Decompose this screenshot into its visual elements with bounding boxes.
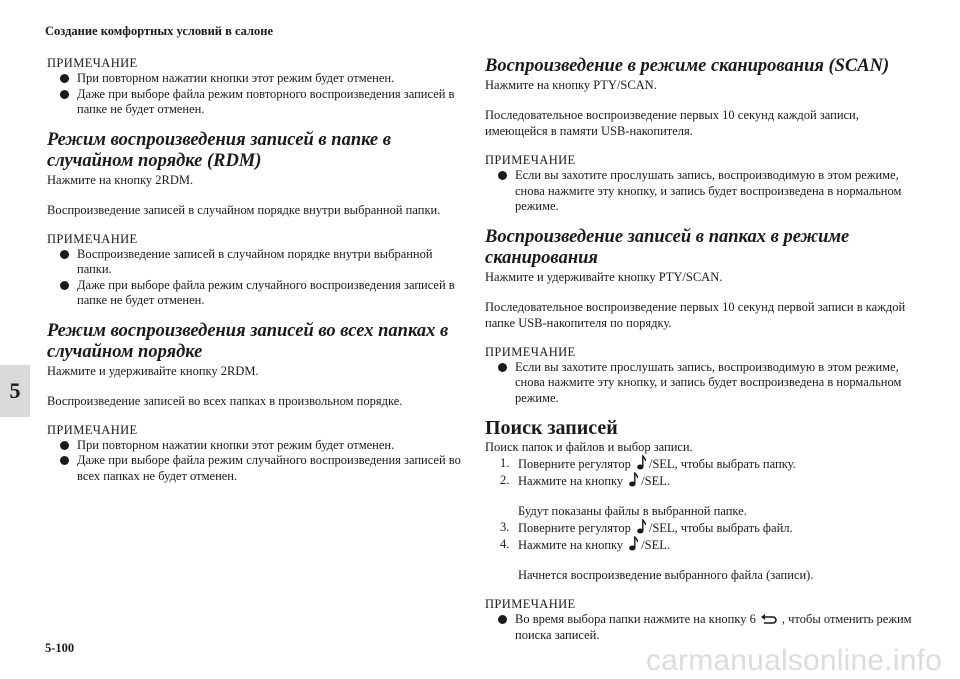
paragraph: Поиск папок и файлов и выбор записи. <box>485 440 693 454</box>
note-item: Во время выбора папки нажмите на кнопку 6 , чтобы отменить режим поиска записей. <box>497 612 915 643</box>
note-item: Если вы захотите прослушать запись, воспроизводимую в этом режиме, снова нажмите эту кнопку, и запись будет воспроизведена в нормальном режиме. <box>497 360 915 407</box>
music-note-icon <box>637 519 646 534</box>
note-list <box>47 71 462 118</box>
section-title-rdm: Режим воспроизведения записей в папке в случайном порядке (RDM) <box>47 129 392 171</box>
note-item: При повторном нажатии кнопки этот режим будет отменен. <box>59 438 462 454</box>
note-label: ПРИМЕЧАНИЕ <box>47 56 138 70</box>
note-label: ПРИМЕЧАНИЕ <box>485 153 576 167</box>
paragraph: Воспроизведение записей во всех папках в произвольном порядке. <box>47 393 403 408</box>
paragraph: Нажмите и удерживайте кнопку PTY/SCAN. <box>485 269 723 284</box>
note-list <box>485 360 915 407</box>
music-note-icon <box>629 536 638 551</box>
music-note-icon <box>637 455 646 470</box>
paragraph: Последовательное воспроизведение первых 10 секунд первой записи в каждой папке USB-накопителя по порядку. <box>485 299 906 330</box>
note-list <box>485 168 915 215</box>
note-label: ПРИМЕЧАНИЕ <box>47 422 138 437</box>
music-note-icon <box>629 472 638 487</box>
step-result: Будут показаны файлы в выбранной папке. <box>518 504 747 518</box>
step-result: Начнется воспроизведение выбранного файла (записи). <box>518 568 814 582</box>
page-number: 5-100 <box>45 641 75 655</box>
watermark: carmanualsonline.info <box>645 644 942 677</box>
paragraph: Нажмите на кнопку 2RDM. <box>47 172 194 187</box>
chapter-tab: 5 <box>0 365 30 417</box>
note-label: ПРИМЕЧАНИЕ <box>485 344 576 359</box>
section-title-all-rdm: Режим воспроизведения записей во всех папках в случайном порядке <box>47 320 449 362</box>
steps-list <box>485 455 915 583</box>
note-item: При повторном нажатии кнопки этот режим будет отменен. <box>59 71 462 87</box>
page-header: Создание комфортных условий в салоне <box>45 24 274 38</box>
note-item: Если вы захотите прослушать запись, воспроизводимую в этом режиме, снова нажмите эту кнопку, и запись будет воспроизведена в нормальном режиме. <box>497 168 915 215</box>
note-item: Даже при выборе файла режим случайного воспроизведения записей в папке не будет отменен. <box>59 278 462 309</box>
note-item: Даже при выборе файла режим случайного воспроизведения записей во всех папках не будет отменен. <box>59 453 462 484</box>
paragraph: Последовательное воспроизведение первых 10 секунд каждой записи, имеющейся в памяти USB-накопителя. <box>485 108 859 138</box>
note-label: ПРИМЕЧАНИЕ <box>485 597 576 611</box>
note-item: Воспроизведение записей в случайном порядке внутри выбранной папки. <box>59 247 462 278</box>
paragraph: Нажмите и удерживайте кнопку 2RDM. <box>47 363 259 378</box>
step-item: 4. Нажмите на кнопку /SEL. <box>500 537 670 552</box>
section-title-search: Поиск записей <box>485 417 618 439</box>
step-item: 2. Нажмите на кнопку /SEL. <box>500 473 670 488</box>
return-arrow-icon <box>760 612 778 624</box>
step-item: 1. Поверните регулятор /SEL, чтобы выбрать папку. <box>500 456 796 471</box>
paragraph: Воспроизведение записей в случайном порядке внутри выбранной папки. <box>47 202 441 217</box>
note-label: ПРИМЕЧАНИЕ <box>47 231 138 246</box>
note-item: Даже при выборе файла режим повторного воспроизведения записей в папке не будет отменен. <box>59 87 462 118</box>
section-title-scan: Воспроизведение в режиме сканирования (SCAN) <box>485 56 890 76</box>
left-column <box>47 56 462 484</box>
note-list <box>47 247 462 309</box>
section-title-folder-scan: Воспроизведение записей в папках в режиме сканирования <box>485 226 850 268</box>
step-item: 3. Поверните регулятор /SEL, чтобы выбрать файл. <box>500 520 793 535</box>
right-column <box>485 56 915 643</box>
note-list <box>47 438 462 485</box>
note-list <box>485 612 915 643</box>
paragraph: Нажмите на кнопку PTY/SCAN. <box>485 78 657 92</box>
